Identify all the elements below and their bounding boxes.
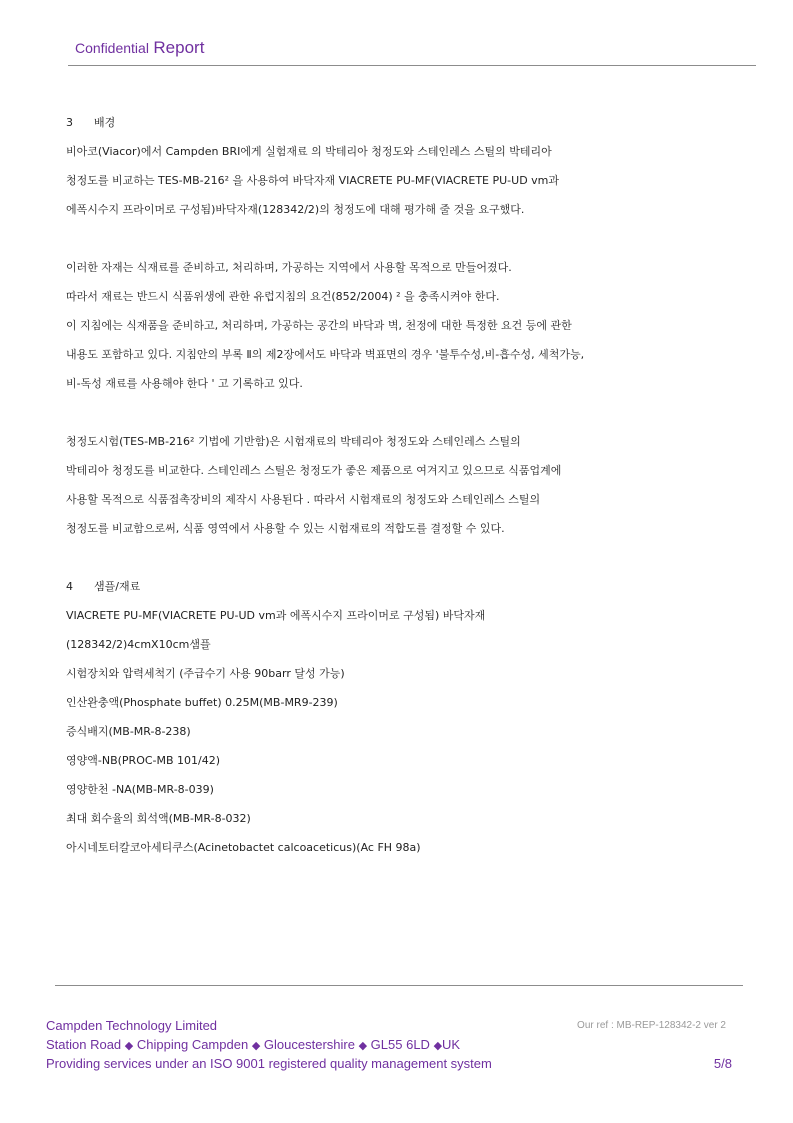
materials-list: [66, 601, 746, 862]
text-line: 박테리아 청정도를 비교한다. 스테인레스 스틸은 청정도가 좋은 제품으로 여겨지고 있으므로 식품업계에: [66, 464, 562, 477]
list-item: 영양한천 -NA(MB-MR-8-039): [66, 783, 214, 796]
section-3-heading: [66, 108, 746, 137]
text-line: 청정도를 비교하는 TES-MB-216² 을 사용하여 바닥자재 VIACRETE PU-MF(VIACRETE PU-UD vm과: [66, 174, 560, 187]
text-line: 사용할 목적으로 식품접촉장비의 제작시 사용된다 . 따라서 시험재료의 청정도와 스테인레스 스틸의: [66, 493, 541, 506]
text-line: 에폭시수지 프라이머로 구성됨)바닥자재(128342/2)의 청정도에 대해 평가해 줄 것을 요구했다.: [66, 203, 525, 216]
address-part: Chipping Campden: [136, 1037, 249, 1052]
section-4-number: 4: [66, 580, 73, 593]
section-4-title: 샘플/재료: [94, 580, 141, 593]
list-item: (128342/2)4cmX10cm샘플: [66, 638, 211, 651]
footer-services: Providing services under an ISO 9001 registered quality management system: [46, 1056, 492, 1071]
section-3-title: 배경: [94, 116, 116, 129]
section-3-paragraph-1: [66, 137, 746, 224]
section-3-number: 3: [66, 116, 73, 129]
list-item: 아시네토터칼코아세티쿠스(Acinetobactet calcoaceticus)(Ac FH 98a): [66, 841, 421, 854]
text-line: 이러한 자재는 식재료를 준비하고, 처리하며, 가공하는 지역에서 사용할 목적으로 만들어졌다.: [66, 261, 512, 274]
diamond-icon: ◆: [433, 1040, 443, 1052]
header-confidential: Confidential: [75, 40, 149, 56]
list-item: VIACRETE PU-MF(VIACRETE PU-UD vm과 에폭시수지 프라이머로 구성됨) 바닥자재: [66, 609, 486, 622]
diamond-icon: ◆: [124, 1040, 134, 1052]
list-item: 인산완충액(Phosphate buffet) 0.25M(MB-MR9-239): [66, 696, 338, 709]
footer-reference: Our ref : MB-REP-128342-2 ver 2: [577, 1020, 726, 1031]
footer-rule: [55, 985, 743, 986]
text-line: 청정도를 비교함으로써, 식품 영역에서 사용할 수 있는 시험재료의 적합도를 결정할 수 있다.: [66, 522, 505, 535]
list-item: 영양액-NB(PROC-MB 101/42): [66, 754, 221, 767]
section-3-paragraph-3: [66, 427, 746, 543]
page-number: 5/8: [713, 1056, 732, 1071]
footer-address: [46, 1035, 736, 1054]
text-line: 비아코(Viacor)에서 Campden BRI에게 실험재료 의 박테리아 청정도와 스테인레스 스틸의 박테리아: [66, 145, 552, 158]
text-line: 따라서 재료는 반드시 식품위생에 관한 유럽지침의 요건(852/2004) ² 을 충족시켜야 한다.: [66, 290, 500, 303]
text-line: 청정도시험(TES-MB-216² 기법에 기반함)은 시험재료의 박테리아 청정도와 스테인레스 스틸의: [66, 435, 521, 448]
document-body: [66, 108, 746, 862]
diamond-icon: ◆: [251, 1040, 261, 1052]
address-part: Station Road: [46, 1037, 122, 1052]
list-item: 증식배지(MB-MR-8-238): [66, 725, 191, 738]
text-line: 비-독성 재료를 사용해야 한다 ' 고 기록하고 있다.: [66, 377, 303, 390]
address-part: UK: [442, 1037, 461, 1052]
list-item: 최대 회수율의 희석액(MB-MR-8-032): [66, 812, 251, 825]
header-rule: [68, 65, 756, 66]
address-part: GL55 6LD: [370, 1037, 430, 1052]
text-line: 이 지침에는 식재품을 준비하고, 처리하며, 가공하는 공간의 바닥과 벽, 천정에 대한 특정한 요건 등에 관한: [66, 319, 572, 332]
section-3-paragraph-2: [66, 253, 746, 398]
list-item: 시험장치와 압력세척기 (주급수기 사용 90barr 달성 가능): [66, 667, 345, 680]
header-report: Report: [153, 38, 205, 57]
page-header: [75, 38, 204, 58]
diamond-icon: ◆: [358, 1040, 368, 1052]
text-line: 내용도 포함하고 있다. 지침안의 부록 Ⅱ의 제2장에서도 바닥과 벽표면의 경우 '불투수성,비-흡수성, 세척가능,: [66, 348, 585, 361]
section-4-heading: [66, 572, 746, 601]
page-footer: [46, 1016, 736, 1073]
footer-company: Campden Technology Limited: [46, 1018, 218, 1033]
address-part: Gloucestershire: [263, 1037, 355, 1052]
